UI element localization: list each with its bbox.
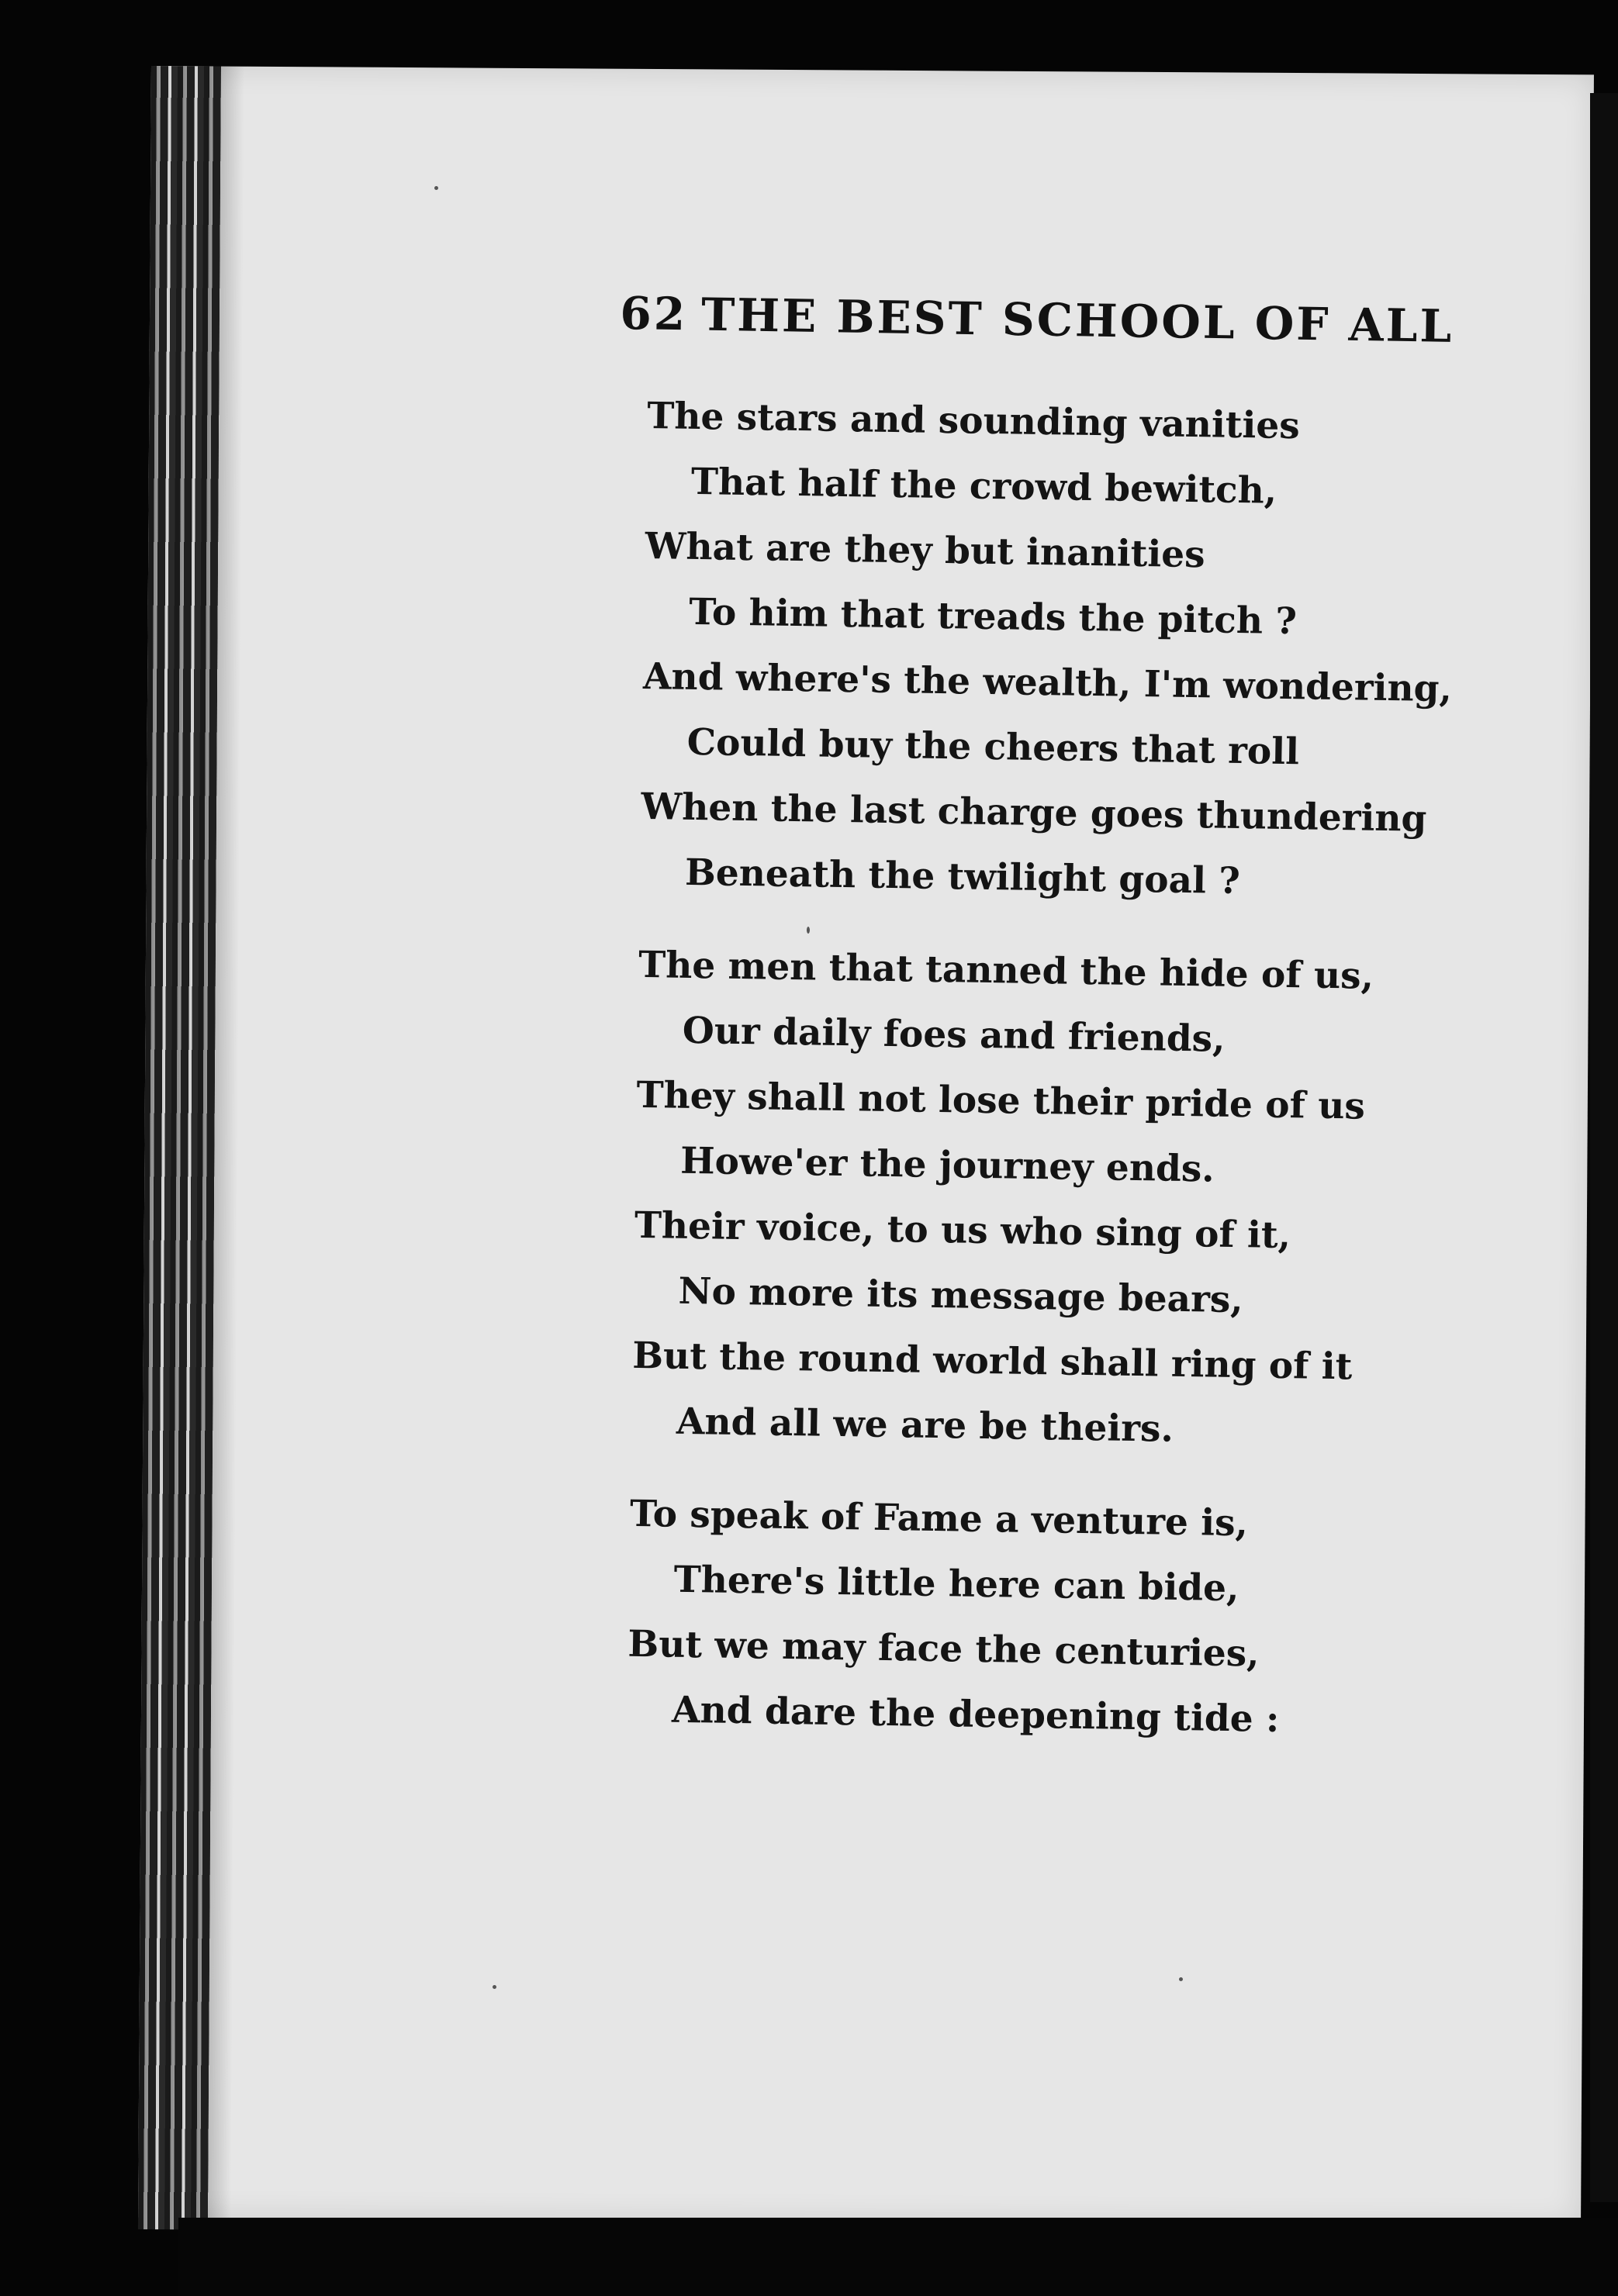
poem-line: The stars and sounding vanities [646, 394, 1301, 448]
running-title: THE BEST SCHOOL OF ALL [700, 288, 1454, 353]
page-bottom-border [178, 2218, 1618, 2296]
poem-line: When the last charge goes thundering [640, 785, 1427, 841]
stanza [631, 933, 1453, 1466]
poem-line: Could buy the cheers that roll [686, 720, 1300, 774]
poem-line: Beneath the twilight goal ? [684, 851, 1241, 903]
poem-line: That half the crowd bewitch, [690, 460, 1277, 513]
poem-body [626, 384, 1462, 1783]
poem-line: To him that treads the pitch ? [688, 590, 1298, 644]
poem-line: Their voice, to us who sing of it, [634, 1203, 1291, 1258]
poem-line: There's little here can bide, [673, 1558, 1239, 1611]
poem-line: And all we are be theirs. [676, 1400, 1174, 1451]
poem-line: Our daily foes and friends, [682, 1009, 1226, 1061]
poem-line: No more its message bears, [678, 1269, 1244, 1322]
paper-speck [493, 1985, 496, 1989]
paper-speck [1179, 1977, 1183, 1981]
poem-line: Howe'er the journey ends. [679, 1139, 1215, 1191]
poem-line: And where's the wealth, I'm wondering, [642, 654, 1453, 711]
poem-line: The men that tanned the hide of us, [638, 943, 1374, 998]
page-number: 62 [619, 287, 688, 341]
poem-line: What are they but inanities [645, 524, 1206, 577]
poem-line: But the round world shall ring of it [631, 1334, 1353, 1389]
poem-line: They shall not lose their pride of us [636, 1073, 1366, 1128]
stanza [626, 1482, 1444, 1755]
poem-line: But we may face the centuries, [627, 1622, 1260, 1676]
poem-line: And dare the deepening tide : [671, 1688, 1280, 1741]
paper-speck [434, 186, 438, 190]
stanza [639, 384, 1461, 917]
book-spine-edge [138, 66, 221, 2229]
page-right-border [1590, 93, 1618, 2202]
poem-line: To speak of Fame a venture is, [629, 1492, 1249, 1545]
